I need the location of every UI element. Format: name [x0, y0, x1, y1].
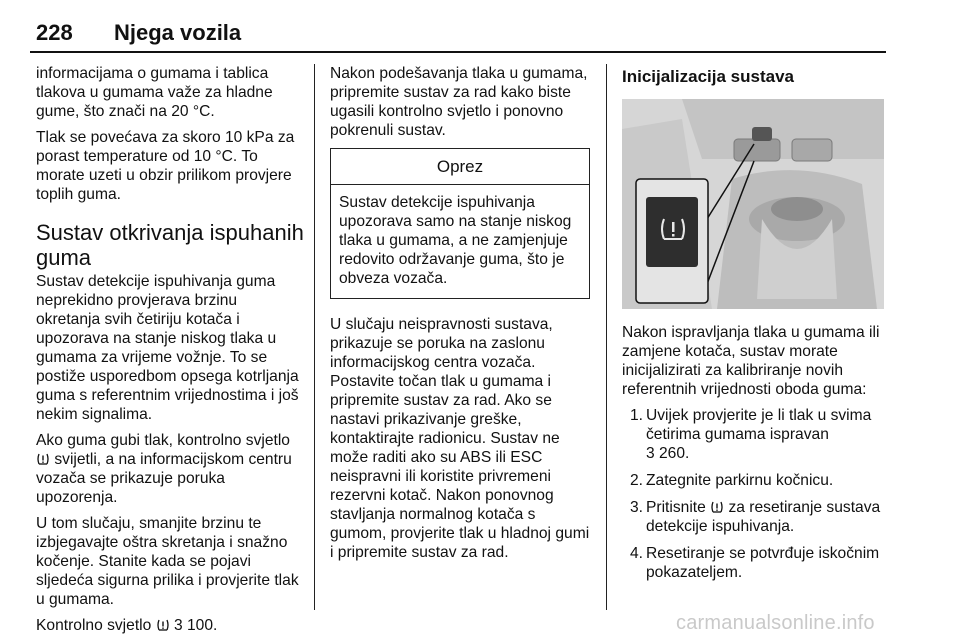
- tire-pressure-warning-icon: [710, 500, 724, 514]
- header-rule: [30, 51, 886, 53]
- step-number: 1.: [630, 407, 644, 424]
- step-text: Zategnite parkirnu kočnicu.: [646, 472, 834, 489]
- section-heading: Sustav otkrivanja ispuhanih guma: [36, 220, 304, 270]
- list-item: [622, 471, 888, 490]
- tire-pressure-warning-icon: [36, 452, 50, 466]
- caution-box: [330, 148, 590, 299]
- step-text: za resetiranje sustava detekcije ispuhivanja.: [646, 499, 881, 535]
- paragraph: Sustav detekcije ispuhivanja guma neprekidno provjerava brzinu okretanja svih četiriju kotača i upozorava na stanje niskog tlaka u gumama za vrijeme vožnje. To se postiže usporedbom opsega kotrljanja guma s referentnim vrijednostima i još nekim signalima.: [36, 273, 299, 423]
- step-text: Resetiranje se potvrđuje iskočnim pokazateljem.: [646, 545, 880, 581]
- caution-body: Sustav detekcije ispuhivanja upozorava samo na stanje niskog tlaka u gumama, a ne zamjenjuje redovito održavanje guma, što je obveza vozača.: [339, 194, 572, 287]
- step-number: 2.: [630, 472, 644, 489]
- page-number: 228: [36, 20, 73, 45]
- list-item: [622, 406, 888, 463]
- step-text: Uvijek provjerite je li tlak u svima četirima gumama ispravan: [646, 407, 872, 443]
- column-divider: [606, 64, 607, 610]
- list-item: [622, 498, 888, 536]
- paragraph: informacijama o gumama i tablica tlakova u gumama važe za hladne gume, što znači na 20 °C.: [36, 65, 273, 120]
- center-console-illustration: [622, 99, 884, 309]
- watermark: carmanualsonline.info: [676, 612, 875, 634]
- page-header: [30, 18, 886, 50]
- step-number: 3.: [630, 499, 644, 516]
- column-2: [330, 64, 592, 569]
- list-item: [622, 544, 888, 582]
- paragraph: Nakon podešavanja tlaka u gumama, pripremite sustav za rad kako biste ugasili kontrolno svjetlo i ponovno pokrenuli sustav.: [330, 65, 588, 139]
- paragraph: Tlak se povećava za skoro 10 kPa za porast temperature od 10 °C. To morate uzeti u obzir prilikom provjere toplih guma.: [36, 129, 295, 203]
- page-reference[interactable]: 3 260.: [646, 445, 690, 462]
- paragraph: Nakon ispravljanja tlaka u gumama ili zamjene kotača, sustav morate inicijalizirati za kalibriranje novih referentnih vrijednosti oboda guma:: [622, 324, 880, 398]
- column-1: [36, 64, 304, 642]
- column-divider: [314, 64, 315, 610]
- paragraph: [36, 431, 304, 507]
- paragraph: [36, 616, 304, 635]
- tire-pressure-warning-icon: [156, 618, 170, 632]
- chapter-title: Njega vozila: [114, 20, 242, 45]
- column-3: [622, 64, 888, 590]
- page-reference[interactable]: 3 100.: [173, 617, 218, 634]
- step-list: [622, 406, 888, 582]
- text-fragment: Kontrolno svjetlo: [36, 617, 152, 634]
- step-text: Pritisnite: [646, 499, 706, 516]
- text-fragment: svijetli, a na informacijskom centru vozača se prikazuje poruka upozorenja.: [36, 451, 292, 506]
- caution-title: Oprez: [331, 149, 589, 185]
- section-heading: Inicijalizacija sustava: [622, 67, 794, 86]
- paragraph: U tom slučaju, smanjite brzinu te izbjegavajte oštra skretanja i snažno kočenje. Stanite kada se pojavi sljedeća sigurna prilika i provjerite tlak u gumama.: [36, 515, 299, 608]
- paragraph: U slučaju neispravnosti sustava, prikazuje se poruka na zaslonu informacijskog centra vozača. Postavite točan tlak u gumama i pripremite sustav za rad. Ako se nastavi prikazivanje greške, kontaktirajte radionicu. Sustav ne može raditi ako su ABS ili ESC neispravni ili koristite privremeni rezervni kotač. Nakon ponovnog stavljanja normalnog kotača s gumom, provjerite tlak u hladnoj gumi i pripremite sustav za rad.: [330, 316, 590, 561]
- step-number: 4.: [630, 545, 644, 562]
- text-fragment: Ako guma gubi tlak, kontrolno svjetlo: [36, 432, 290, 449]
